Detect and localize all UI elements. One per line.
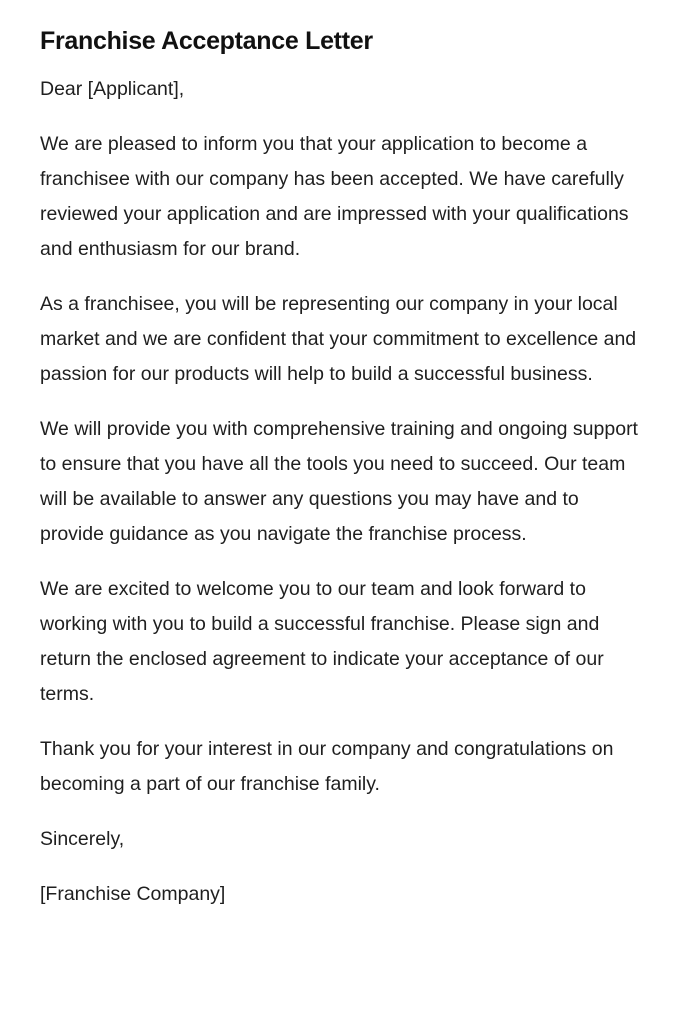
paragraph-support: We will provide you with comprehensive training and ongoing support to ensure that you have all the tools you need to succeed. Our team will be available to answer any questions you may have and to provide guidance as you navigate the franchise process.	[40, 418, 638, 545]
salutation: Dear [Applicant],	[40, 78, 185, 100]
signature: [Franchise Company]	[40, 883, 226, 905]
closing: Sincerely,	[40, 828, 125, 850]
paragraph-welcome: We are excited to welcome you to our team and look forward to working with you to build a successful franchise. Please sign and return the enclosed agreement to indicate your acceptance of our terms.	[40, 578, 604, 705]
letter	[40, 22, 640, 932]
paragraph-thanks: Thank you for your interest in our company and congratulations on becoming a part of our franchise family.	[40, 738, 614, 795]
paragraph-representation: As a franchisee, you will be representing our company in your local market and we are confident that your commitment to excellence and passion for our products will help to build a successful business.	[40, 293, 637, 385]
letter-title: Franchise Acceptance Letter	[40, 27, 373, 55]
paragraph-acceptance: We are pleased to inform you that your application to become a franchisee with our company has been accepted. We have carefully reviewed your application and are impressed with your qualifications and enthusiasm for our brand.	[40, 133, 629, 260]
